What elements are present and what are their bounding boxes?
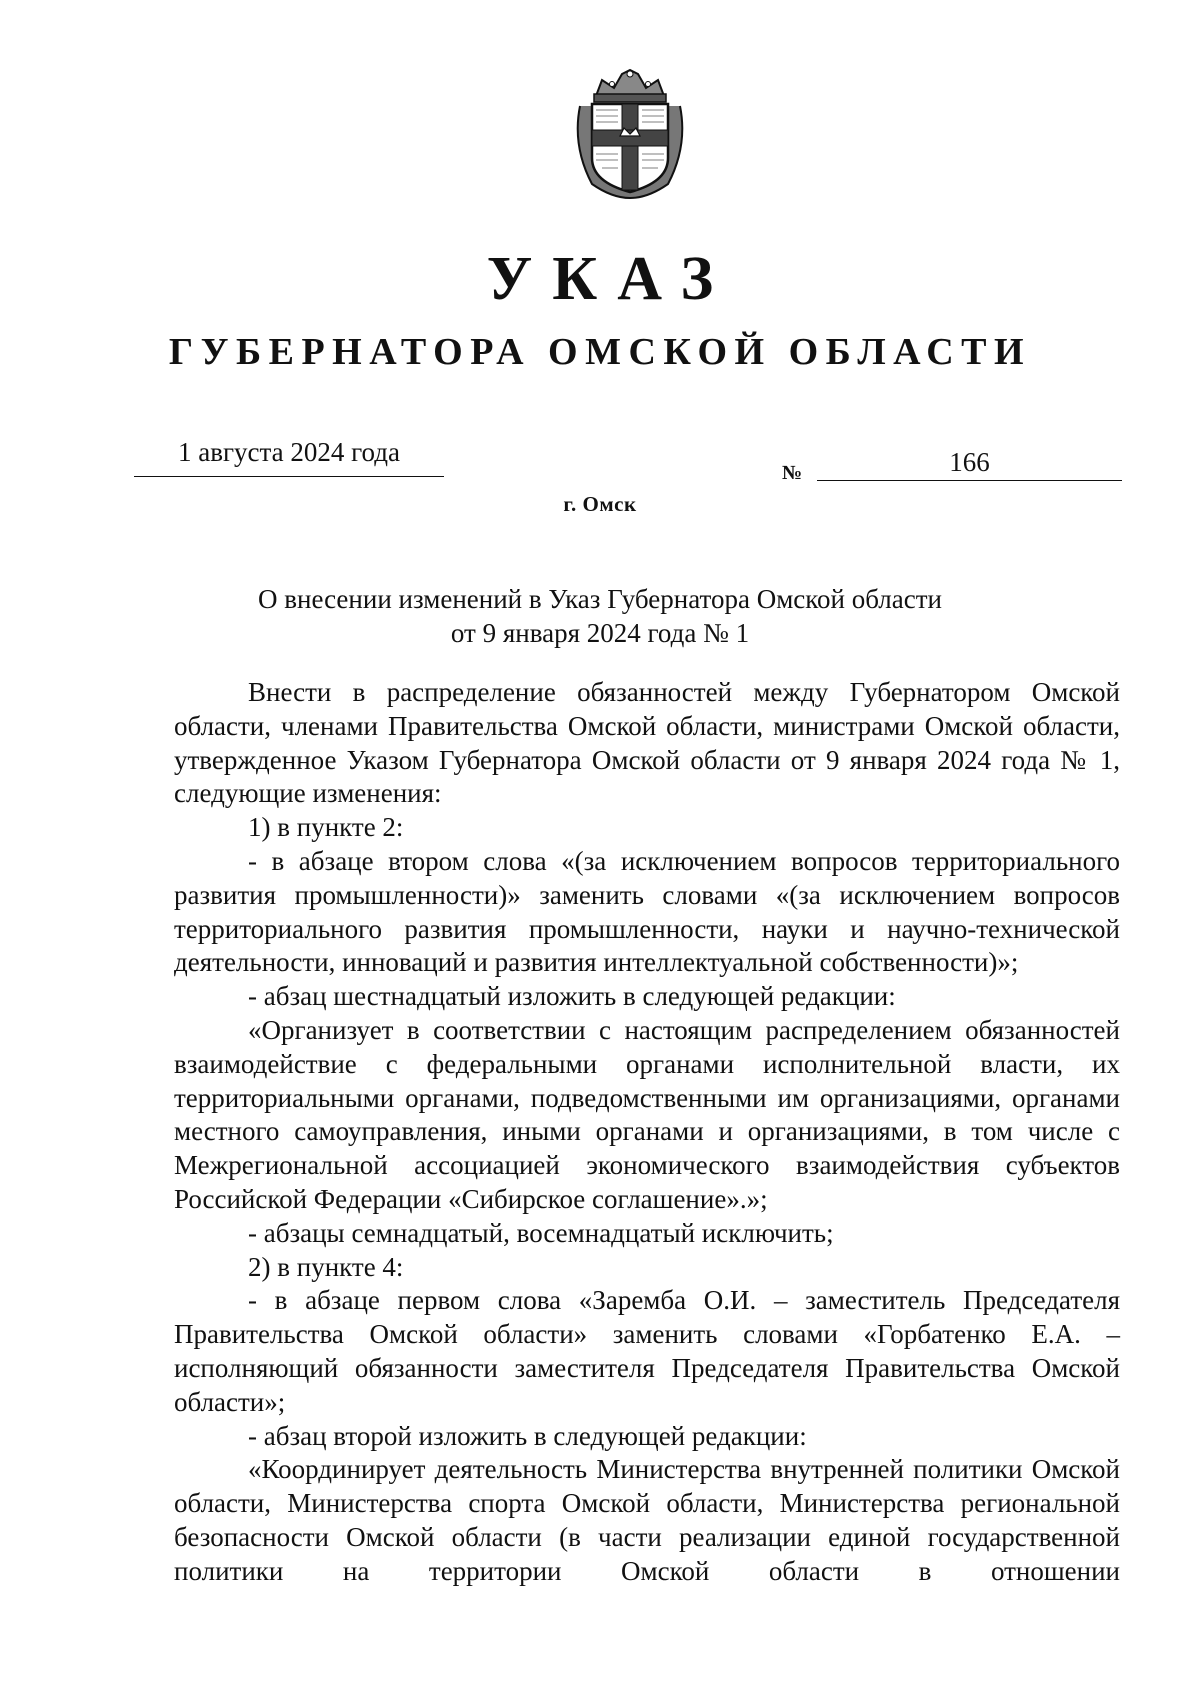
body-paragraph: - в абзаце втором слова «(за исключением вопросов территориального развития промышленности)» заменить словами «(за исключением вопросов территориального развития промышленности, науки и научно-технической деятельности, инноваций и развития интеллектуальной собственности)»; xyxy=(174,845,1120,978)
document-body xyxy=(174,676,1120,1589)
body-paragraph: - в абзаце первом слова «Заремба О.И. – заместитель Председателя Правительства Омской области» заменить словами «Горбатенко Е.А. – исполняющий обязанности заместителя Председателя Правительства Омской области»; xyxy=(174,1285,1120,1417)
document-title: УКАЗ xyxy=(486,245,734,313)
document-issuer: ГУБЕРНАТОРА ОМСКОЙ ОБЛАСТИ xyxy=(168,331,1032,373)
document-subject xyxy=(0,582,1200,650)
number-sign: № xyxy=(782,462,803,484)
document-date-field xyxy=(134,434,444,477)
body-paragraph: - абзац второй изложить в следующей редакции: xyxy=(248,1420,807,1451)
document-number-field xyxy=(817,448,1122,481)
body-paragraph: - абзацы семнадцатый, восемнадцатый исключить; xyxy=(248,1217,834,1248)
omsk-coat-of-arms-emblem xyxy=(566,66,694,200)
body-paragraph: 1) в пункте 2: xyxy=(248,812,404,843)
body-paragraph: Внести в распределение обязанностей между Губернатором Омской области, членами Правительства Омской области, министрами Омской области, утвержденное Указом Губернатора Омской области от 9 января 2024 года № 1, следующие изменения: xyxy=(174,677,1120,809)
body-paragraph: - абзац шестнадцатый изложить в следующей редакции: xyxy=(248,981,896,1012)
document-date: 1 августа 2024 года xyxy=(178,437,400,467)
body-paragraph: «Координирует деятельность Министерства внутренней политики Омской области, Министерства спорта Омской области, Министерства региональной безопасности Омской области (в части реализации единой государственной политики на территории Омской области в отношении xyxy=(174,1454,1120,1586)
body-paragraph: 2) в пункте 4: xyxy=(248,1251,404,1282)
document-city: г. Омск xyxy=(563,492,637,516)
document-number: 166 xyxy=(949,447,990,477)
subject-line-2: от 9 января 2024 года № 1 xyxy=(450,618,750,648)
body-paragraph: «Организует в соответствии с настоящим распределением обязанностей взаимодействие с федеральными органами исполнительной власти, их территориальными органами, подведомственными им организациями, органами местного самоуправления, иными органами и организациями, в том числе с Межрегиональной ассоциацией экономического взаимодействия субъектов Российской Федерации «Сибирское соглашение».»; xyxy=(174,1014,1120,1214)
subject-line-1: О внесении изменений в Указ Губернатора Омской области xyxy=(258,584,942,614)
